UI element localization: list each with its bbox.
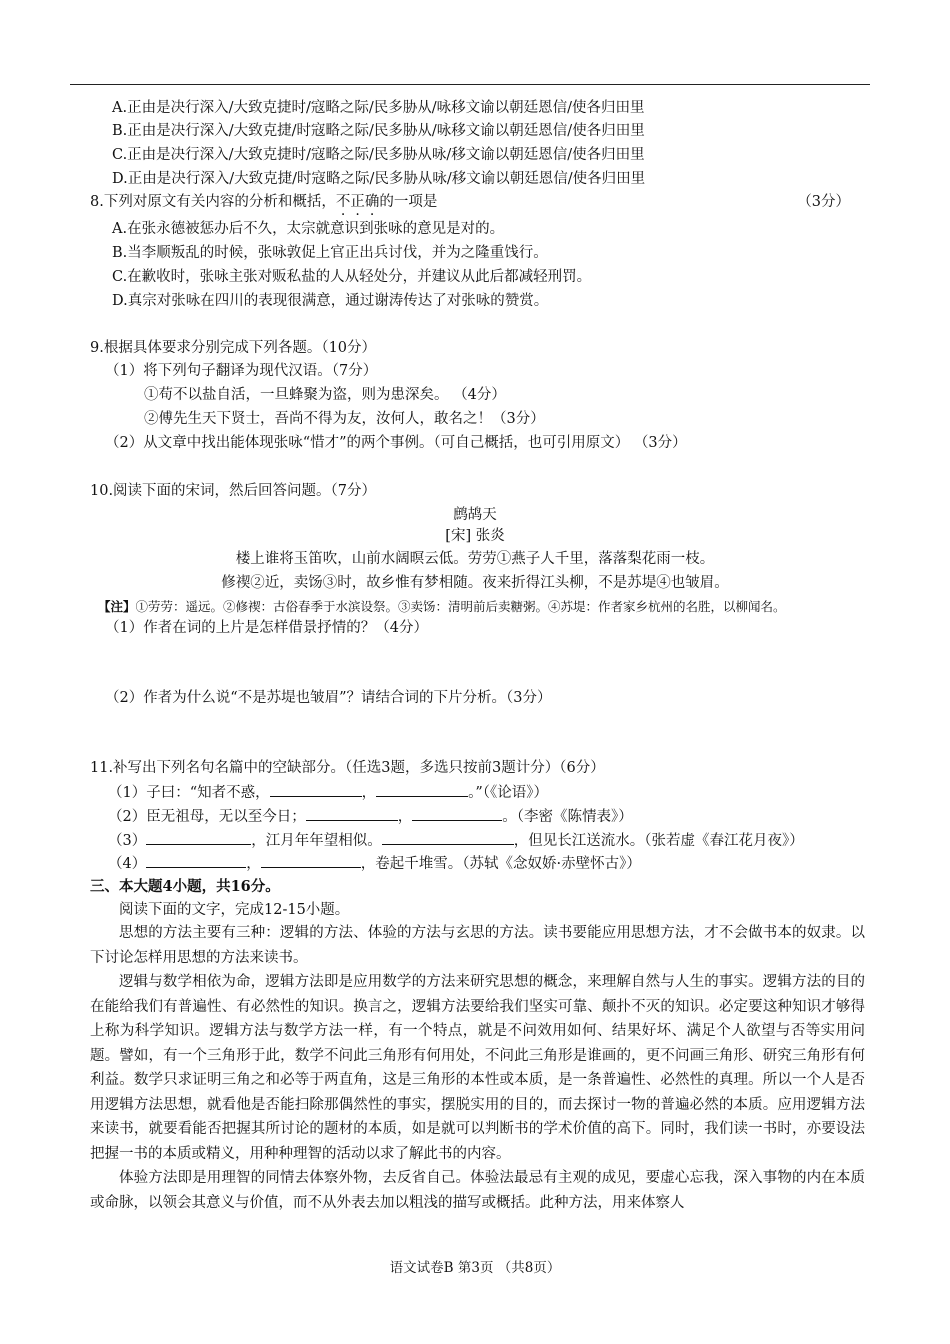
poem-title: 鹧鸪天 xyxy=(453,507,497,523)
q8-stem: 8.下列对原文有关内容的分析和概括，不正确的一项是 xyxy=(90,194,438,210)
q11-item-1: （1）子曰：“知者不惑， ， 。”（《论语》） xyxy=(108,782,548,803)
q11-item-2: （2）臣无祖母，无以至今日； ， 。（李密《陈情表》） xyxy=(108,806,633,827)
answer-blank[interactable] xyxy=(261,853,361,868)
answer-blank[interactable] xyxy=(376,782,468,797)
q10-stem: 10.阅读下面的宋词，然后回答问题。（7分） xyxy=(90,483,377,499)
q10-sub2: （2）作者为什么说“不是苏堤也皱眉”？请结合词的下片分析。（3分） xyxy=(105,690,552,706)
passage-paragraph-3: 体验方法即是用理智的同情去体察外物，去反省自己。体验法最忌有主观的成见，要虚心忘我，深入事物的内在本质或命脉，以领会其意义与价值，而不从外表去加以粗浅的描写或概括。此种方法，用来体察人 xyxy=(90,1170,865,1211)
q9-stem: 9.根据具体要求分别完成下列各题。（10分） xyxy=(90,340,377,356)
answer-blank[interactable] xyxy=(146,830,251,845)
q7-option-d: D.正由是决行深入/大致克捷/时寇略之际/民多胁从咏/移文谕以朝廷恩信/使各归田里 xyxy=(112,171,646,187)
answer-blank[interactable] xyxy=(412,806,502,821)
q9-sub1: （1）将下列句子翻译为现代汉语。（7分） xyxy=(105,363,378,379)
q8-option-d: D.真宗对张咏在四川的表现很满意，通过谢涛传达了对张咏的赞赏。 xyxy=(112,293,549,309)
poem-line-2: 修禊②近，卖饧③时，故乡惟有梦相随。夜来折得江头柳，不是苏堤④也皱眉。 xyxy=(221,575,729,591)
q7-option-a: A.正由是决行深入/大致克捷时/寇略之际/民多胁从/咏移文谕以朝廷恩信/使各归田里 xyxy=(112,100,645,116)
poem-author: [宋] 张炎 xyxy=(445,528,505,544)
passage-paragraph-2: 逻辑与数学相依为命，逻辑方法即是应用数学的方法来研究思想的概念，来理解自然与人生的事实。逻辑方法的目的在能给我们有普遍性、有必然性的知识。换言之，逻辑方法要给我们坚实可靠、颠扑不灭的知识。必定要这种知识才够得上称为科学知识。逻辑方法与数学方法一样，有一个特点，就是不问效用如何、结果好坏、满足个人欲望与否等实用问题。譬如，有一个三角形于此，数学不问此三角形有何用处，不问此三角形是谁画的，更不问画三角形、研究三角形有何利益。数学只求证明三角之和必等于两直角，这是三角形的本性或本质，是一条普遍性、必然性的真理。所以一个人是否用逻辑方法思想，就看他是否能扫除那偶然性的事实，摆脱实用的目的，而去探讨一物的普遍必然的本质。应用逻辑方法来读书，就要看能否把握其所讨论的题材的本质，如是就可以判断书的学术价值的高下。同时，我们读一书时，亦要设法把握一书的本质或精义，用种种理智的活动以求了解此书的内容。 xyxy=(90,974,865,1162)
passage-paragraph-1: 思想的方法主要有三种：逻辑的方法、体验的方法与玄思的方法。读书要能应用思想方法，才不会做书本的奴隶。以下讨论怎样用思想的方法来读书。 xyxy=(90,925,865,966)
q11-item-3: （3） ，江月年年望相似。 ，但见长江送流水。（张若虚《春江花月夜》） xyxy=(108,830,804,851)
q7-option-b: B.正由是决行深入/大致克捷/时寇略之际/民多胁从/咏移文谕以朝廷恩信/使各归田里 xyxy=(112,123,645,139)
q8-option-c: C.在歉收时，张咏主张对贩私盐的人从轻处分，并建议从此后都减轻刑罚。 xyxy=(112,269,592,285)
section3-intro: 阅读下面的文字，完成12-15小题。 xyxy=(119,902,350,918)
poem-note: 【注】①劳劳：遥远。②修禊：古俗春季于水滨设祭。③卖饧：清明前后卖糖粥。④苏堤：作者家乡杭州的名胜，以柳闻名。 xyxy=(98,599,786,614)
q11-stem: 11.补写出下列名句名篇中的空缺部分。（任选3题，多选只按前3题计分）（6分） xyxy=(90,760,605,776)
q11-item-4: （4） ， ，卷起千堆雪。（苏轼《念奴娇·赤壁怀古》） xyxy=(108,853,641,874)
q7-option-c: C.正由是决行深入/大致克捷时/寇略之际/民多胁从咏/移文谕以朝廷恩信/使各归田里 xyxy=(112,147,645,163)
top-rule xyxy=(70,84,870,85)
answer-blank[interactable] xyxy=(146,853,246,868)
answer-blank[interactable] xyxy=(306,806,398,821)
reading-passage xyxy=(90,921,865,1215)
q10-sub1: （1）作者在词的上片是怎样借景抒情的？（4分） xyxy=(105,620,428,636)
page-footer: 语文试卷B 第3页 （共8页） xyxy=(389,1260,561,1276)
q9-sentence-2: ②傅先生天下贤士，吾尚不得为友，汝何人，敢名之！（3分） xyxy=(144,411,545,427)
q8-option-b: B.当李顺叛乱的时候，张咏敦促上官正出兵讨伐，并为之隆重饯行。 xyxy=(112,245,548,261)
q9-sub2: （2）从文章中找出能体现张咏“惜才”的两个事例。（可自己概括，也可引用原文） （3分） xyxy=(105,435,687,451)
poem-line-1: 楼上谁将玉笛吹，山前水阔暝云低。劳劳①燕子人千里，落落梨花雨一枝。 xyxy=(235,551,715,567)
q8-score: （3分） xyxy=(797,194,850,210)
answer-blank[interactable] xyxy=(270,782,362,797)
answer-blank[interactable] xyxy=(382,830,514,845)
q8-option-a: A.在张永德被惩办后不久，太宗就意识到张咏的意见是对的。 xyxy=(112,221,505,237)
section3-heading: 三、本大题4小题，共16分。 xyxy=(90,878,280,895)
q9-sentence-1: ①苟不以盐自活，一旦蜂聚为盗，则为患深矣。 （4分） xyxy=(144,387,506,403)
